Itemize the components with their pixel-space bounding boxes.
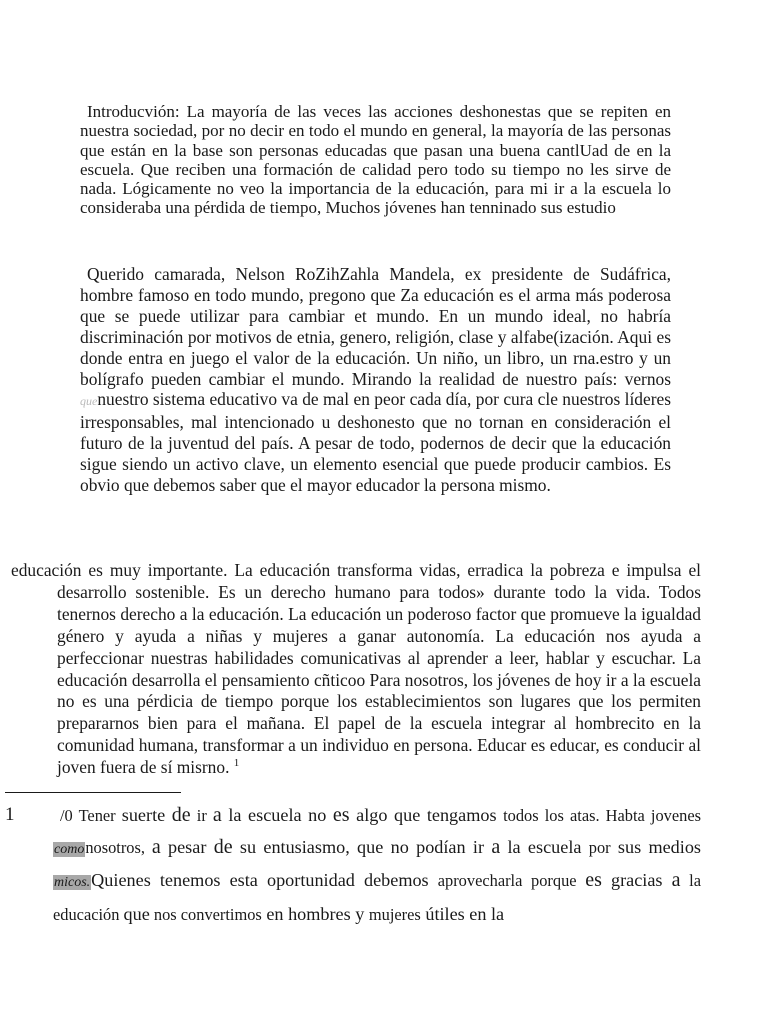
footnote-separator xyxy=(5,792,181,793)
fn-run: a xyxy=(151,835,161,858)
fn-run: gracias xyxy=(601,870,672,890)
fn-run: de xyxy=(171,804,191,826)
fn-run: es xyxy=(585,869,602,891)
highlighted-word: como xyxy=(54,841,85,857)
footnote-number: 1 xyxy=(5,804,15,825)
fn-run: por xyxy=(588,837,611,857)
mandela-paragraph xyxy=(80,264,671,496)
fn-run: mujeres xyxy=(368,904,421,924)
fn-run: a xyxy=(671,869,681,891)
mandela-text-part-2: nuestro sistema educativo va de mal en peor cada día, por cura cle nuestros líderes irresponsables, mal intencionado u deshonesto que no tornan en consideración el futuro de la juventud del país. A pesar de todo, podernos de decir que la educación sigue siendo un activo clave, un elemento esencial que puede producir cambios. Es obvio que debemos saber que el mayor educador la persona mismo. xyxy=(80,389,671,496)
fn-run: a xyxy=(212,804,222,826)
fn-run: nos xyxy=(149,904,181,924)
fn-run: /0 Tener xyxy=(60,806,122,825)
footnote-reference: 1 xyxy=(233,757,240,770)
fn-run: a xyxy=(491,835,501,858)
fn-run: útiles en la xyxy=(420,903,505,924)
fn-run: que xyxy=(123,903,150,924)
fn-run: en hombres y xyxy=(261,903,369,924)
fn-run: es xyxy=(332,804,350,826)
fn-run: sus medios xyxy=(610,836,701,857)
fn-run: convertimos xyxy=(180,904,262,924)
fn-run: todos los atas. Habta jovenes xyxy=(503,806,702,825)
education-text: educación es muy importante. La educación transforma vidas, erradica la pobreza e impulsa el desarrollo sostenible. Es un derecho humano para todos» durante todo la vida. Todos tenernos derecho a la educación. La educación un poderoso factor que promueve la igualdad género y ayuda a niñas y mujeres a ganar autonomía. La educación nos ayuda a perfeccionar nuestras habilidades comunicativas al aprender a leer, hablar y escuchar. La educación desarrolla el pensamiento cñticoo Para nosotros, los jóvenes de hoy ir a la escuela no es una pérdicia de tiempo porque los establecimientos son lugares que los permiten prepararnos bien para el mañana. El papel de la escuela integrar al hombrecito en la comunidad humana, transformar a un individuo en persona. Educar es educar, es conducir al joven fuera de sí misrno. xyxy=(11,560,701,778)
fn-run: suerte xyxy=(121,805,172,825)
fn-run: nosotros, xyxy=(85,837,152,857)
fn-run: algo que tengamos xyxy=(349,805,504,825)
fn-run: pesar xyxy=(160,836,214,857)
footnote-text xyxy=(53,800,701,930)
fn-run: Quienes tenemos esta oportunidad debemos xyxy=(91,870,438,890)
mandela-text-part-1: Querido camarada, Nelson RoZihZahla Mandela, ex presidente de Sudáfrica, hombre famoso en todo mundo, pregono que Za educación es el arma más poderosa que se puede utilizar para cambiar et mundo. En un mundo ideal, no habría discriminación por motivos de etnia, genero, religión, clase y alfabe(ización. Aqui es donde entra en juego el valor de la educación. Un niño, un libro, un rna.estro y un bolígrafo pueden cambiar el mundo. Mirando la realidad de nuestro país: vernos xyxy=(80,264,671,389)
fn-run: la escuela no xyxy=(221,805,333,825)
fn-run: ir xyxy=(190,806,213,825)
fn-run: aprovecharla porque xyxy=(437,871,586,890)
fn-run: de xyxy=(213,835,233,858)
faded-word: que xyxy=(80,394,98,409)
fn-run: la escuela xyxy=(500,836,589,857)
education-paragraph xyxy=(11,560,701,779)
intro-paragraph: Introducvión: La mayoría de las veces las acciones deshonestas que se repiten en nuestra sociedad, por no decir en todo el mundo en general, la mayoría de las personas que están en la base son personas educadas que pasan una buena cantlUad de en la escuela. Que reciben una formación de calidad pero todo su tiempo no les sirve de nada. Lógicamente no veo la importancia de la educación, para mi ir a la escuela lo consideraba una pérdida de tiempo, Muchos jóvenes han tenninado sus estudio xyxy=(80,102,671,218)
fn-run: su entusiasmo, que no podían ir xyxy=(232,836,492,857)
fn-run: la educación xyxy=(53,871,701,924)
highlighted-word: micos. xyxy=(54,875,91,890)
